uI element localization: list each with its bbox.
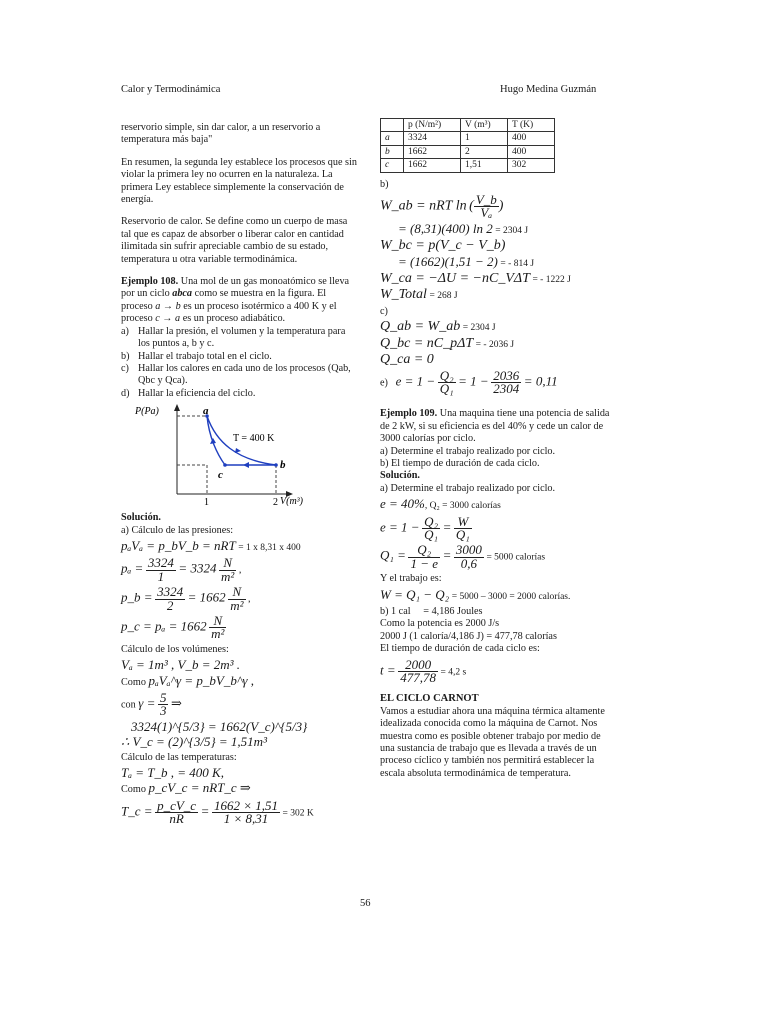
table-row: b 1662 2 400 bbox=[381, 145, 555, 158]
part-b-label: b) bbox=[380, 178, 389, 190]
eq-given: e = 40%, Q₂ = 3000 calorías bbox=[380, 496, 501, 512]
tick-2: 2 bbox=[273, 497, 278, 507]
list-item: b) Hallar el trabajo total en el ciclo. bbox=[121, 350, 272, 362]
eq-efficiency: e) e = 1 − $\frac{\text{Q₂}}{\text{Q₁}}$ = 1 − $\frac{2036}{2304}$ = 0,11 bbox=[380, 367, 558, 396]
eq-wab: W_ab = nRT ln ( $\frac{V\_b}{\text{Vₐ}}$ ) bbox=[380, 192, 504, 221]
page-number: 56 bbox=[360, 898, 371, 909]
eq-qca: Q_ca = 0 bbox=[380, 352, 434, 368]
header-left: Calor y Termodinámica bbox=[121, 84, 221, 95]
question-list bbox=[121, 326, 357, 400]
eq-time: t = $\frac{2000}{477,78}$ = 4,2 s bbox=[380, 656, 467, 686]
x-axis-label: V(m³) bbox=[280, 496, 303, 507]
tick-1: 1 bbox=[204, 497, 209, 507]
part-c-label: c) bbox=[380, 305, 388, 317]
point-a-label: a bbox=[203, 405, 209, 418]
summary-text: En resumen, la segunda ley establece los procesos que sin violar la primera ley no ocurren en la naturaleza. La primera Ley establece simplemente la conservación de energía. bbox=[121, 156, 357, 206]
volumes-heading: Cálculo de los volúmenes: bbox=[121, 643, 229, 655]
list-item: c) Hallar los calores en cada uno de los procesos (Qab, Qbc y Qca). bbox=[121, 362, 351, 387]
table-row: a 3324 1 400 bbox=[381, 132, 555, 145]
list-item: d) Hallar la eficiencia del ciclo. bbox=[121, 387, 256, 399]
eq-gamma: con γ = $\frac{5}{3}$ ⇒ bbox=[121, 690, 182, 719]
eq-pb: p_b = $\frac{3324}{2}$ = 1662 $\frac{N}{\text{m²}}$ , bbox=[121, 584, 251, 613]
reservoir-text: Reservorio de calor. Se define como un cuerpo de masa tal que es capaz de absorber o liberar calor en cantidad ilimitada sin sufrir apreciable cambio de su estado, temperatura u otra variable termodinámica. bbox=[121, 216, 348, 265]
eq-wbc-value: = (1662)(1,51 − 2) = - 814 J bbox=[398, 253, 535, 269]
eq-qab: Q_ab = W_ab = 2304 J bbox=[380, 319, 496, 335]
table-row: c 1662 1,51 302 bbox=[381, 159, 555, 172]
solution-heading: Solución. bbox=[121, 512, 161, 524]
eq-vc-2: ∴ V_c = (2)^{3/5} = 1,51m³ bbox=[121, 734, 267, 750]
eq-qbc: Q_bc = nC_pΔT = - 2036 J bbox=[380, 335, 515, 351]
table-header-row: p (N/m²) V (m³) T (K) bbox=[381, 119, 555, 132]
example-109-title: Ejemplo 109. bbox=[380, 408, 438, 420]
right-column: p (N/m²) V (m³) T (K) a 3324 1 400 b 1662 2 400 c 1662 1,51 302 b) W_ab = nRT ln ( $\frac{V\_b}{\text{Vₐ}}$ ) = (8,31)(400) ln 2 = 2304 J W_bc = p(V_c − V_b) = (1662)(1,51 − 2) = - 814 J W_ca = −ΔU = −nC_VΔT = - 1222 J W_Total = 268 J c) Q_ab = W_ab = 2304 J Q_bc = nC_pΔT = - 2036 J Q_ca = 0 e) e = 1 − $\frac{\text{Q₂}}{\text{Q₁}}$ = 1 − $\frac{2036}{2304}$ = 0,11 Ejemplo 109. Una maquina tiene una potencia de salida de 2 kW, si su eficiencia es del 40% y cede un calor de 3000 calorías por ciclo. a) Determine el trabajo realizado por ciclo. b) El tiempo de duración de cada ciclo. Solución. a) Determine el trabajo realizado por ciclo. e = 40%, Q₂ = 3000 calorías e = 1 − $\frac{\text{Q₂}}{\text{Q₁}}$ = $\frac{W}{\text{Q₁}}$ Q₁ = $\frac{\text{Q₂}}{1 - e}$ = $\frac{3000}{0,6}$ = 5000 calorías Y el trabajo es: W = Q₁ − Q₂ = 5000 – 3000 = 2000 calorías. b) 1 cal = 4,186 Joules Como la potencia es 2000 J/s 2000 J (1 caloría/4,186 J) = 477,78 calorías El tiempo de duración de cada ciclo es: t = $\frac{2000}{477,78}$ = 4,2 s EL CICLO CARNOT Vamos a estudiar ahora una máquina térmica altamente idealizada conocida como la máquina de Carnot. Nos muestra como es posible obtener trabajo por medio de una sustancia de trabajo que es llevada a través de un proceso cíclico y también nos permitirá establecer la escala absoluta termodinámica de temperatura. bbox=[380, 118, 616, 780]
isotherm-label: T = 400 K bbox=[233, 433, 275, 445]
point-c-label: c bbox=[218, 469, 223, 482]
eq-wca: W_ca = −ΔU = −nC_VΔT = - 1222 J bbox=[380, 271, 571, 287]
eq-pa: pₐ = $\frac{3324}{1}$ = 3324 $\frac{N}{\text{m²}}$ , bbox=[121, 555, 242, 584]
quote-text: reservorio simple, sin dar calor, a un reservorio a temperatura más baja" bbox=[121, 122, 321, 146]
eq-vc-1: 3324(1)^{5/3} = 1662(V_c)^{5/3} bbox=[131, 718, 308, 734]
eq-pc: p_c = pₐ = 1662 $\frac{N}{\text{m²}}$ bbox=[121, 612, 225, 642]
header-right: Hugo Medina Guzmán bbox=[500, 84, 597, 95]
y-axis-label: P(Pa) bbox=[135, 406, 159, 418]
pv-diagram bbox=[121, 402, 357, 506]
state-table bbox=[380, 118, 555, 173]
eq-eff-def: e = 1 − $\frac{\text{Q₂}}{\text{Q₁}}$ = $\frac{W}{\text{Q₁}}$ bbox=[380, 513, 470, 542]
point-b-label: b bbox=[280, 459, 286, 472]
eq-q1: Q₁ = $\frac{\text{Q₂}}{1 - e}$ = $\frac{3000}{0,6}$ = 5000 calorías bbox=[380, 542, 546, 571]
example-108: Ejemplo 108. Una mol de un gas monoatómico se lleva por un ciclo abca como se muestra en la figura. El proceso a → b es un proceso isotérmico a 400 K y el proceso c → a es un proceso adiabático. bbox=[121, 276, 350, 325]
eq-wtotal: W_Total = 268 J bbox=[380, 287, 458, 303]
eq-work: W = Q₁ − Q₂ = 5000 – 3000 = 2000 calorías. bbox=[380, 586, 571, 602]
eq-tc: T_c = $\frac{p\_cV\_c}{nR}$ = $\frac{1662 \times 1,51}{1 \times 8,31}$ = 302 K bbox=[121, 797, 314, 827]
eq-wbc: W_bc = p(V_c − V_b) bbox=[380, 238, 506, 254]
carnot-heading: EL CICLO CARNOT bbox=[380, 693, 479, 705]
eq-adiabatic: Como pₐVₐ^γ = p_bV_b^γ , bbox=[121, 672, 254, 688]
carnot-text: Vamos a estudiar ahora una máquina térmica altamente idealizada conocida como la máquina de Carnot. Nos muestra como es posible obtener trabajo por medio de una sustancia de trabajo que es llevada a través de un proceso cíclico y también nos permitirá establecer la escala absoluta termodinámica de temperatura. bbox=[380, 705, 605, 779]
list-item: a) Hallar la presión, el volumen y la temperatura para los puntos a, b y c. bbox=[121, 325, 346, 350]
eq-temps: Tₐ = T_b , = 400 K, bbox=[121, 765, 224, 781]
temperatures-heading: Cálculo de las temperaturas: bbox=[121, 751, 237, 763]
eq-tc-intro: Como p_cV_c = nRT_c ⇒ bbox=[121, 780, 251, 796]
left-column bbox=[121, 122, 357, 829]
example-109: Ejemplo 109. Una maquina tiene una potencia de salida de 2 kW, si su eficiencia es del 40% y cede un calor de 3000 calorías por ciclo. bbox=[380, 408, 610, 445]
pressures-heading: a) Cálculo de las presiones: bbox=[121, 524, 234, 536]
solution-heading-2: Solución. bbox=[380, 470, 420, 482]
example-108-title: Ejemplo 108. bbox=[121, 276, 179, 288]
eq-wab-value: = (8,31)(400) ln 2 = 2304 J bbox=[398, 220, 529, 236]
eq-volumes: Vₐ = 1m³ , V_b = 2m³ . bbox=[121, 657, 241, 673]
eq-ideal-gas: pₐVₐ = p_bV_b = nRT = 1 x 8,31 x 400 bbox=[121, 537, 301, 553]
